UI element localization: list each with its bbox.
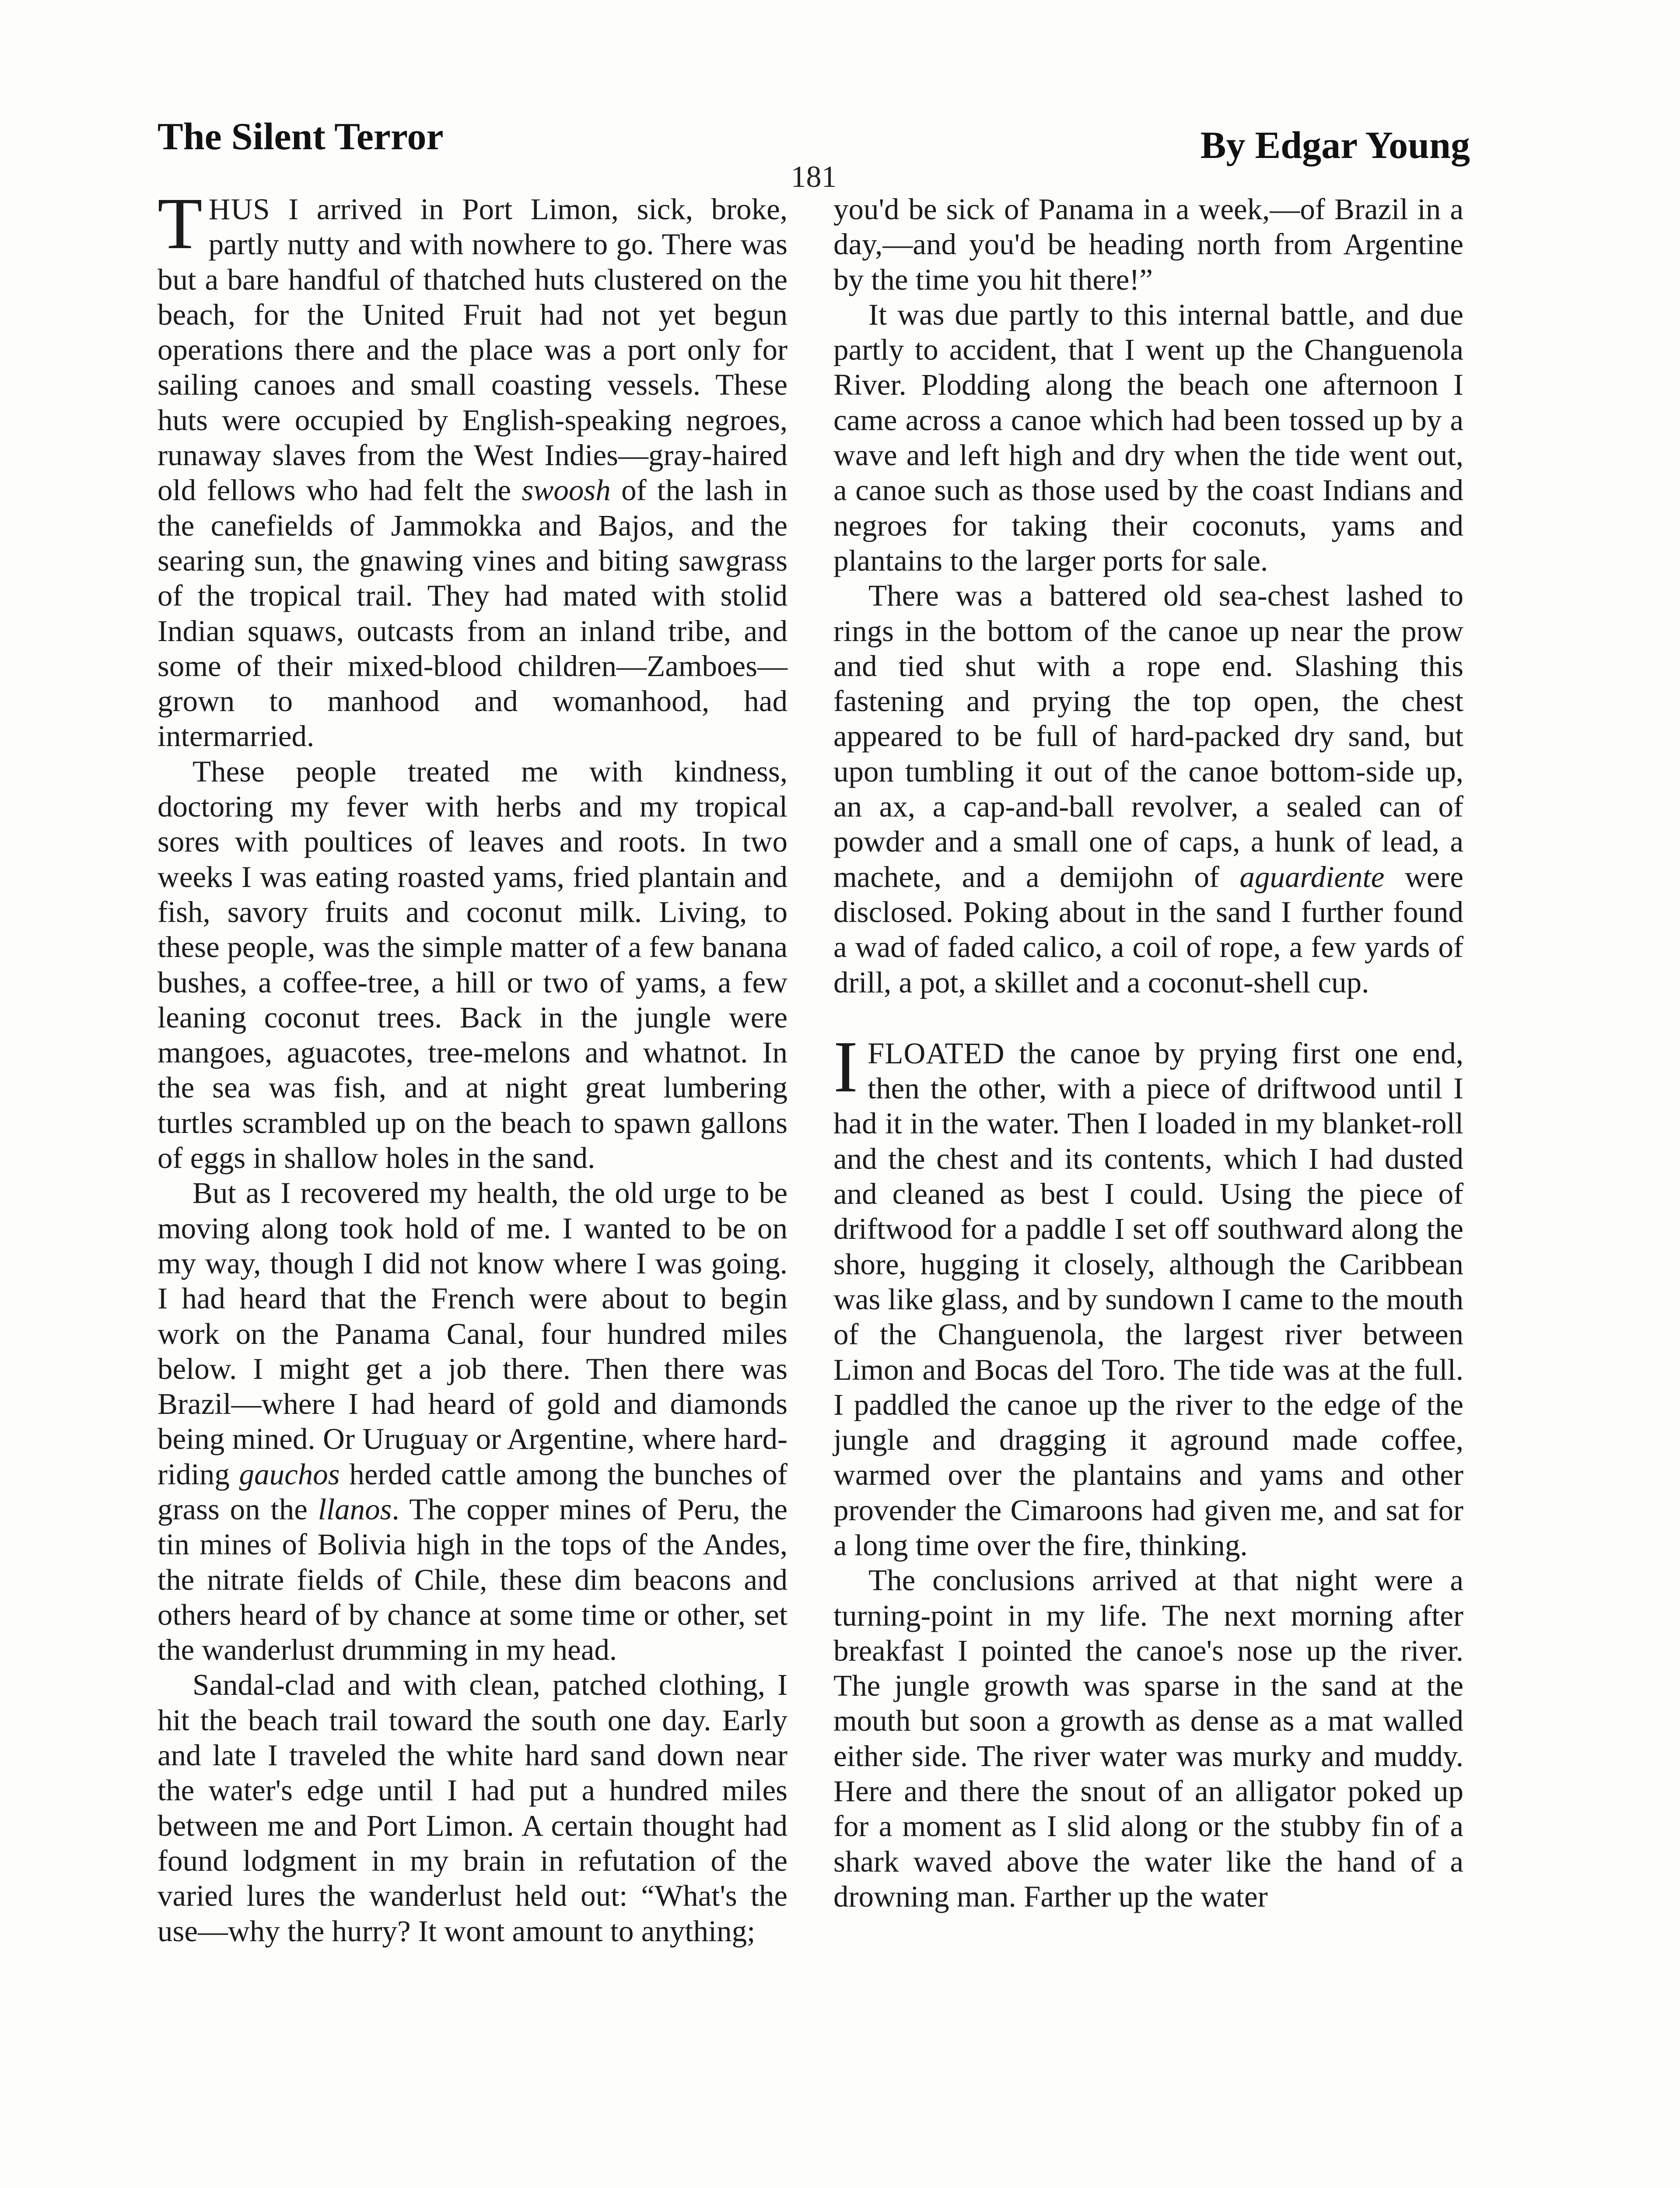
paragraph: [833, 1026, 1463, 1563]
paragraph-text: the canoe by prying first one end, then the other, with a piece of driftwood until I had it in the water. Then I loaded in my blanket-roll and the chest and its contents, which I had dusted and cleaned as best I could. Using the piece of driftwood for a paddle I set off southward along the shore, hugging it closely, although the Caribbean was like glass, and by sundown I came to the mouth of the Changuenola, the largest river between Limon and Bocas del Toro. The tide was at the full. I paddled the canoe up the river to the edge of the jungle and dragging it aground made coffee, warmed over the plantains and yams and other provender the Cimaroons had given me, and sat for a long time over the fire, thinking.: [833, 1036, 1463, 1562]
left-column: [158, 183, 788, 1949]
story-title: The Silent Terror: [158, 116, 444, 158]
paragraph-text: were disclosed. Poking about in the sand I further found a wad of faded calico, a coil of rope, a few yards of drill, a pot, a skillet and a coconut-shell cup.: [833, 860, 1463, 999]
paragraph-text: But as I recovered my health, the old urge to be moving along took hold of me. I wanted to be on my way, though I did not know where I was going. I had heard that the French were about to begin work on the Panama Canal, four hundred miles below. I might get a job there. Then there was Brazil—where I had heard of gold and diamonds being mined. Or Uruguay or Argentine, where hard-riding: [158, 1176, 788, 1491]
paragraph: Sandal-clad and with clean, patched clothing, I hit the beach trail toward the south one day. Early and late I traveled the white hard sand down near the water's edge until I had put a hundred miles between me and Port Limon. A certain thought had found lodgment in my brain in refutation of the varied lures the wanderlust held out: “What's the use—why the hurry? It wont amount to anything;: [158, 1668, 788, 1948]
right-column: [833, 192, 1463, 1914]
paragraph-text: . The copper mines of Peru, the tin mines of Bolivia high in the tops of the Andes, the nitrate fields of Chile, these dim beacons and others heard of by chance at some time or other, set the wanderlust drumming in my head.: [158, 1492, 788, 1667]
paragraph: [833, 578, 1463, 1000]
italic-word: aguardiente: [1239, 860, 1385, 894]
author-byline: By Edgar Young: [1200, 124, 1470, 167]
paragraph: It was due partly to this internal battle, and due partly to accident, that I went up the Changuenola River. Plodding along the beach one afternoon I came across a canoe which had been tossed up by a wave and left high and dry when the tide went out, a canoe such as those used by the coast Indians and negroes for taking their coconuts, yams and plantains to the larger ports for sale.: [833, 298, 1463, 577]
paragraph: The conclusions arrived at that night were a turning-point in my life. The next morning after breakfast I pointed the canoe's nose up the river. The jungle growth was sparse in the sand at the mouth but soon a growth as dense as a mat walled either side. The river water was murky and muddy. Here and there the snout of an alligator poked up for a moment as I slid along or the stubby fin of a shark waved above the water like the hand of a drowning man. Farther up the water: [833, 1564, 1463, 1913]
italic-word: llanos: [318, 1492, 392, 1526]
italic-word: swoosh: [522, 473, 611, 507]
paragraph-text: There was a battered old sea-chest lashed to rings in the bottom of the canoe up near the prow and tied shut with a rope end. Slashing this fastening and prying the top open, the chest appeared to be full of hard-packed dry sand, but upon tumbling it out of the canoe bottom-side up, an ax, a cap-and-ball revolver, a sealed can of powder and a small one of caps, a hunk of lead, a machete, and a demijohn of: [833, 579, 1463, 894]
lead-word: FLOATED: [867, 1036, 1005, 1070]
drop-cap: I: [833, 1026, 858, 1108]
paragraph: [158, 1175, 788, 1667]
paragraph-text: herded cattle among the bunches of grass on the: [158, 1457, 788, 1526]
paragraph-text: of the lash in the canefields of Jammokka and Bajos, and the searing sun, the gnawing vines and biting sawgrass of the tropical trail. They had mated with stolid Indian squaws, outcasts from an inland tribe, and some of their mixed-blood children—Zamboes—grown to manhood and womanhood, had intermarried.: [158, 473, 788, 753]
paragraph: These people treated me with kindness, doctoring my fever with herbs and my tropical sores with poultices of leaves and roots. In two weeks I was eating roasted yams, fried plantain and fish, savory fruits and coconut milk. Living, to these people, was the simple matter of a few banana bushes, a coffee-tree, a hill or two of yams, a few leaning coconut trees. Back in the jungle were mangoes, aguacotes, tree-melons and whatnot. In the sea was fish, and at night great lumbering turtles scrambled up on the beach to spawn gallons of eggs in shallow holes in the sand.: [158, 754, 788, 1175]
lead-word: HUS: [208, 193, 270, 226]
paragraph-text: I arrived in Port Limon, sick, broke, partly nutty and with nowhere to go. There was but a bare handful of thatched huts clustered on the beach, for the United Fruit had not yet begun operations there and the place was a port only for sailing canoes and small coasting vessels. These huts were occupied by English-speaking negroes, runaway slaves from the West Indies—gray-haired old fellows who had felt the: [158, 193, 788, 507]
italic-word: gauchos: [239, 1457, 340, 1491]
page-number: 181: [791, 160, 837, 194]
paragraph: [158, 183, 788, 754]
drop-cap: T: [158, 183, 203, 264]
paragraph: you'd be sick of Panama in a week,—of Brazil in a day,—and you'd be heading north from Argentine by the time you hit there!”: [833, 193, 1463, 296]
